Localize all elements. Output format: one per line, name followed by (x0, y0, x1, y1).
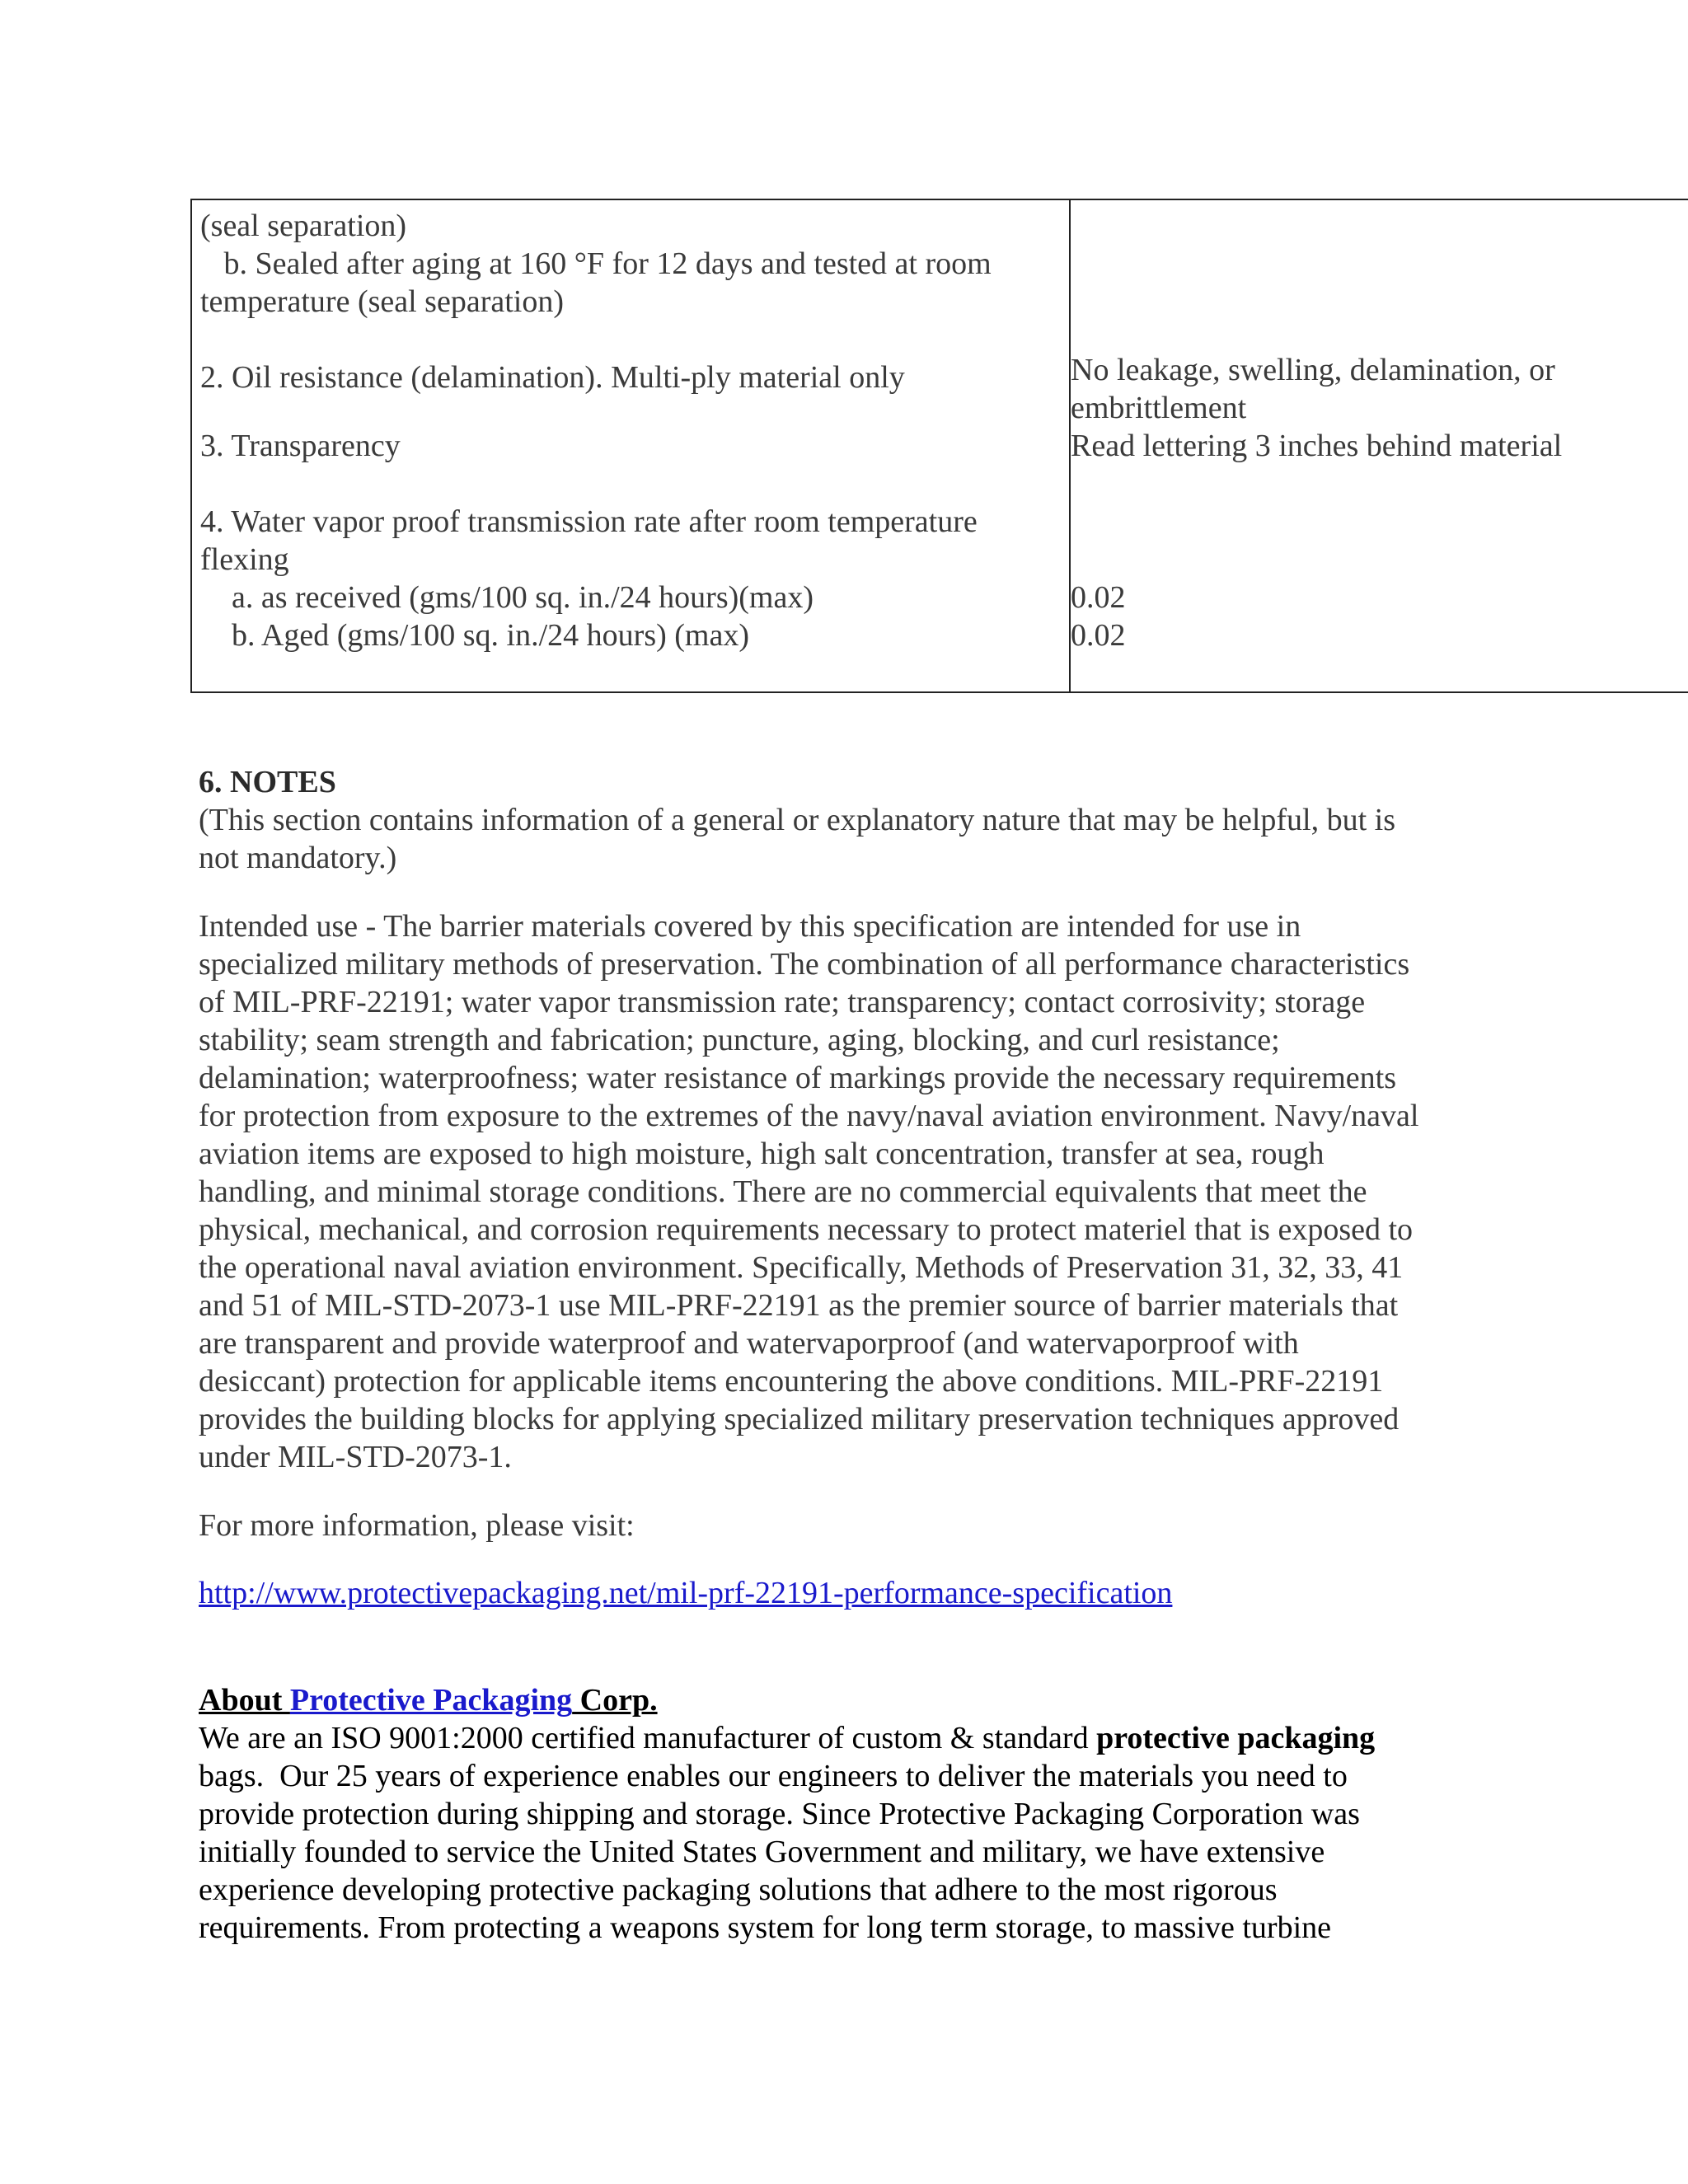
paragraph-line: for protection from exposure to the extremes of the navy/naval aviation environment. Navy/naval (199, 1099, 1419, 1133)
paragraph-line: provides the building blocks for applying specialized military preservation techniques approved (199, 1402, 1400, 1436)
paragraph-line: under MIL-STD-2073-1. (199, 1440, 512, 1474)
table-right-line: No leakage, swelling, delamination, or (1071, 353, 1555, 387)
paragraph-line: handling, and minimal storage conditions. There are no commercial equivalents that meet the (199, 1174, 1367, 1209)
table-right-line: 0.02 (1071, 618, 1126, 653)
paragraph-line: the operational naval aviation environment. Specifically, Methods of Preservation 31, 32, 33, 41 (199, 1250, 1404, 1285)
paragraph-line: specialized military methods of preservation. The combination of all performance characteristics (199, 947, 1410, 982)
paragraph-line: physical, mechanical, and corrosion requirements necessary to protect materiel that is exposed to (199, 1212, 1414, 1247)
about-heading (199, 1681, 658, 1720)
about-line: bags. Our 25 years of experience enables our engineers to deliver the materials you need to (199, 1759, 1348, 1793)
spec-table (190, 199, 1688, 693)
about-bold-term: protective packaging (1096, 1721, 1376, 1755)
paragraph-line: delamination; waterproofness; water resistance of markings provide the necessary requirements (199, 1061, 1396, 1095)
about-prefix: About (199, 1683, 290, 1718)
about-line: experience developing protective packaging solutions that adhere to the most rigorous (199, 1872, 1278, 1907)
more-info-url-line (199, 1574, 1172, 1613)
company-link[interactable]: Protective Packaging (289, 1683, 573, 1718)
notes-intro-line: not mandatory.) (199, 841, 397, 875)
table-left-line: 4. Water vapor proof transmission rate after room temperature (200, 504, 978, 539)
table-right-line: Read lettering 3 inches behind material (1071, 429, 1563, 463)
about-suffix: Corp. (572, 1683, 658, 1718)
table-left-line: 2. Oil resistance (delamination). Multi-ply material only (200, 360, 905, 395)
table-left-line: a. as received (gms/100 sq. in./24 hours)(max) (200, 580, 814, 615)
paragraph-line: and 51 of MIL-STD-2073-1 use MIL-PRF-22191 as the premier source of barrier materials that (199, 1288, 1399, 1323)
about-line: provide protection during shipping and storage. Since Protective Packaging Corporation was (199, 1797, 1360, 1831)
about-line (199, 1719, 1375, 1758)
paragraph-line: aviation items are exposed to high moisture, high salt concentration, transfer at sea, rough (199, 1137, 1325, 1171)
spec-url-link[interactable]: http://www.protectivepackaging.net/mil-prf-22191-performance-specification (199, 1576, 1173, 1610)
table-left-line: b. Aged (gms/100 sq. in./24 hours) (max) (200, 618, 750, 653)
notes-heading: 6. NOTES (199, 765, 336, 799)
more-info-text: For more information, please visit: (199, 1508, 635, 1543)
notes-intro-line: (This section contains information of a general or explanatory nature that may be helpful, but is (199, 803, 1395, 837)
table-left-line: b. Sealed after aging at 160 °F for 12 days and tested at room (200, 246, 992, 281)
table-left-line: 3. Transparency (200, 429, 401, 463)
paragraph-line: stability; seam strength and fabrication; puncture, aging, blocking, and curl resistance; (199, 1023, 1280, 1057)
table-right-line: 0.02 (1071, 580, 1126, 615)
paragraph-line: are transparent and provide waterproof and watervaporproof (and watervaporproof with (199, 1326, 1299, 1361)
about-line-text: We are an ISO 9001:2000 certified manufacturer of custom & standard (199, 1721, 1097, 1755)
about-line: requirements. From protecting a weapons system for long term storage, to massive turbine (199, 1910, 1332, 1945)
paragraph-line: Intended use - The barrier materials covered by this specification are intended for use in (199, 909, 1301, 944)
table-left-line: temperature (seal separation) (200, 284, 564, 319)
about-line: initially founded to service the United States Government and military, we have extensive (199, 1835, 1325, 1869)
table-right-line: embrittlement (1071, 391, 1247, 425)
paragraph-line: desiccant) protection for applicable items encountering the above conditions. MIL-PRF-22191 (199, 1364, 1384, 1399)
table-left-line: flexing (200, 542, 289, 577)
paragraph-line: of MIL-PRF-22191; water vapor transmission rate; transparency; contact corrosivity; storage (199, 985, 1366, 1019)
table-left-line: (seal separation) (200, 209, 407, 243)
